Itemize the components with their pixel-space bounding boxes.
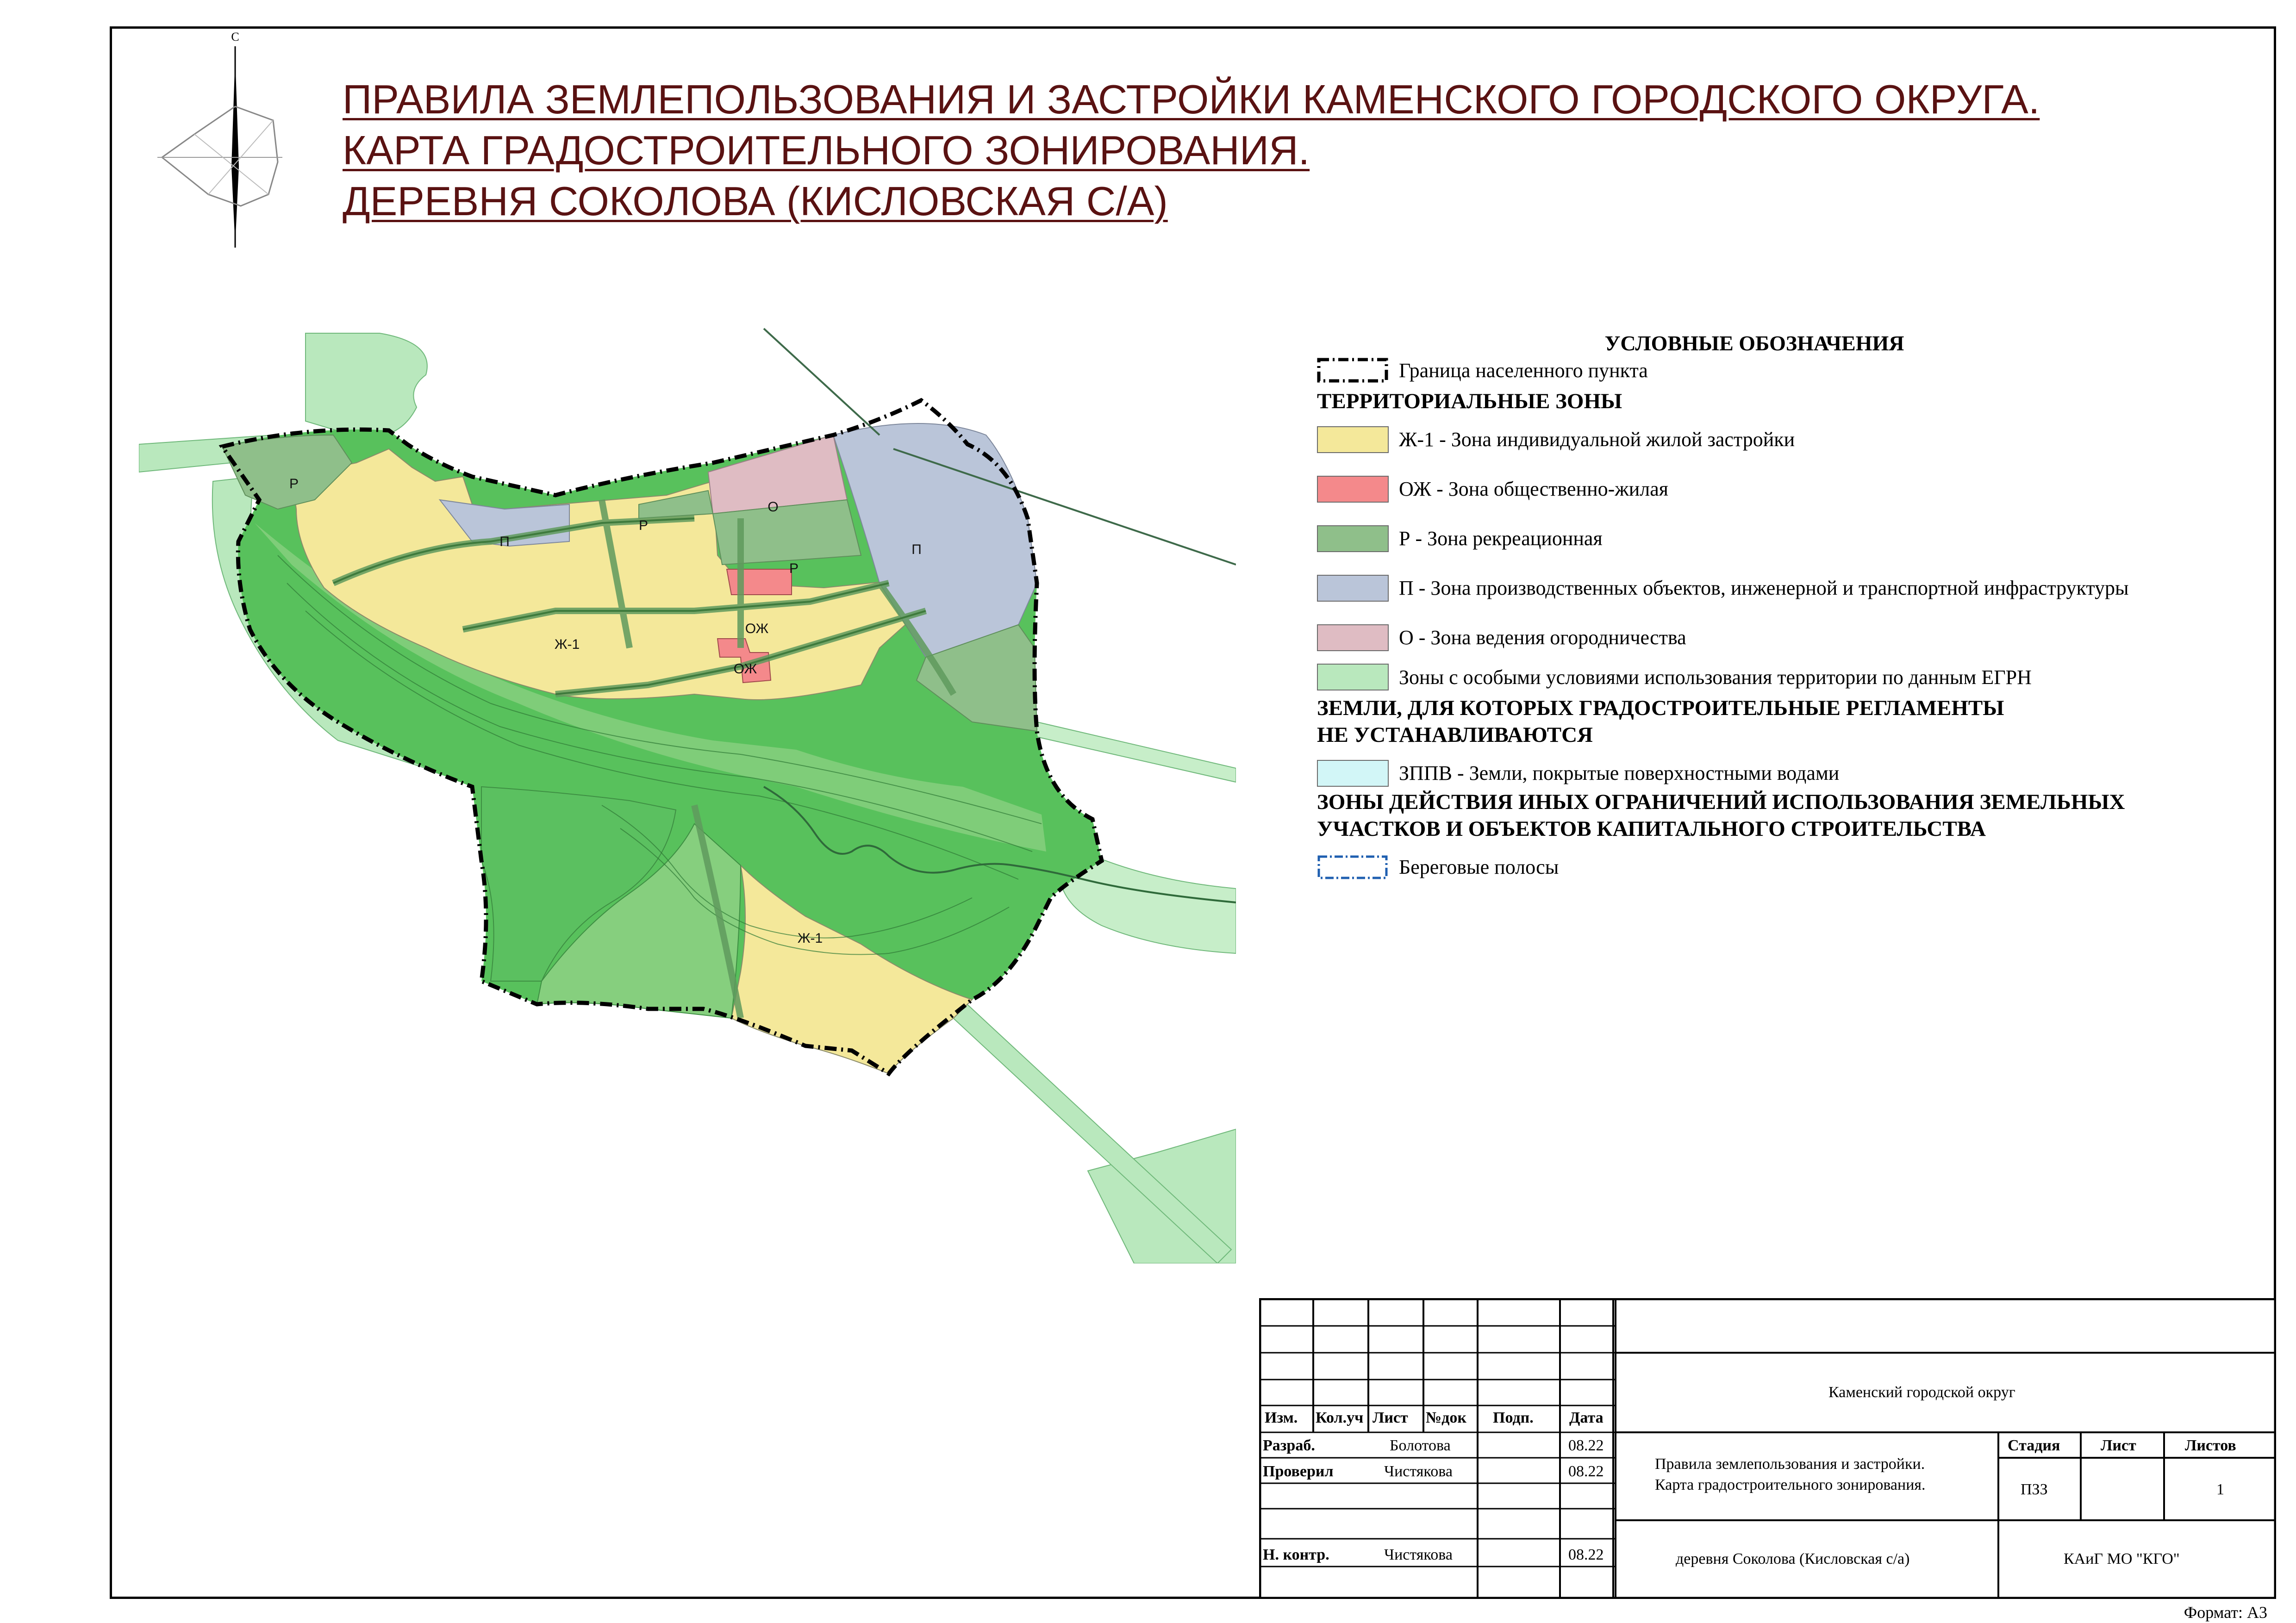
legend-water-label: ЗППВ - Земли, покрытые поверхностными водами [1399, 762, 1840, 784]
north-arrow-icon [125, 28, 292, 250]
hdr-sheet: Лист [2101, 1437, 2136, 1454]
zoning-map [139, 324, 1236, 1263]
swatch-o [1317, 624, 1389, 651]
legend-p-label: П - Зона производственных объектов, инженерной и транспортной инфраструктуры [1399, 577, 2129, 599]
name-razrab: Болотова [1390, 1437, 1451, 1454]
format-label: Формат: А3 [2184, 1603, 2267, 1622]
map-title [343, 74, 2040, 227]
legend-shore-label: Береговые полосы [1399, 856, 1559, 878]
name-proveril: Чистякова [1384, 1463, 1453, 1480]
sheets-value: 1 [2216, 1481, 2224, 1498]
legend-item-zh1 [1317, 415, 2243, 464]
company-name: КАиГ МО "КГО" [2064, 1550, 2180, 1567]
hdr-izm: Изм. [1265, 1409, 1298, 1426]
hdr-list: Лист [1373, 1409, 1408, 1426]
map-label-o: О [767, 499, 779, 515]
hdr-data: Дата [1569, 1409, 1603, 1426]
legend-item-shore [1317, 842, 2243, 892]
title-block [1259, 1298, 2276, 1599]
doc-line-2: Карта градостроительного зонирования. [1655, 1476, 1926, 1493]
org-name: Каменский городской округ [1828, 1384, 2015, 1401]
map-label-p-west: П [499, 534, 510, 549]
role-proveril: Проверил [1263, 1463, 1334, 1480]
date-razrab: 08.22 [1568, 1437, 1604, 1454]
swatch-r [1317, 525, 1389, 552]
doc-line-1: Правила землепользования и застройки. [1655, 1455, 1925, 1473]
legend-item-oz [1317, 464, 2243, 514]
north-label: С [231, 30, 239, 44]
map-label-r-center: Р [789, 561, 799, 576]
legend-zh1-label: Ж-1 - Зона индивидуальной жилой застройки [1399, 428, 1795, 451]
legend-oz-label: ОЖ - Зона общественно-жилая [1399, 478, 1668, 500]
map-label-p-east: П [911, 542, 922, 557]
date-proveril: 08.22 [1568, 1463, 1604, 1480]
legend-egrn-label: Зоны с особыми условиями использования территории по данным ЕГРН [1399, 665, 2032, 689]
hdr-ndok: №док [1426, 1409, 1466, 1426]
swatch-p [1317, 575, 1389, 602]
role-nkontr: Н. контр. [1263, 1546, 1329, 1563]
title-line-2: КАРТА ГРАДОСТРОИТЕЛЬНОГО ЗОНИРОВАНИЯ. [343, 127, 1310, 173]
other-line-1: ЗОНЫ ДЕЙСТВИЯ ИНЫХ ОГРАНИЧЕНИЙ ИСПОЛЬЗОВАНИЯ ЗЕМЕЛЬНЫХ [1317, 790, 2125, 814]
legend-section-other [1317, 789, 2220, 842]
title-line-3: ДЕРЕВНЯ СОКОЛОВА (КИСЛОВСКАЯ С/А) [343, 178, 1168, 224]
hdr-koluch: Кол.уч [1316, 1409, 1364, 1426]
shore-strip-swatch-icon [1317, 854, 1389, 881]
legend-section-zones: ТЕРРИТОРИАЛЬНЫЕ ЗОНЫ [1317, 389, 1622, 413]
legend-item-r [1317, 514, 2243, 563]
power-line-ne [764, 329, 880, 435]
legend-item-p [1317, 563, 2243, 613]
map-label-zh1-north: Ж-1 [554, 637, 580, 652]
legend-item-o [1317, 613, 2243, 662]
map-label-r-north: Р [638, 518, 649, 533]
hdr-stage: Стадия [2008, 1437, 2060, 1454]
date-nkontr: 08.22 [1568, 1546, 1604, 1563]
legend-border-label: Граница населенного пункта [1399, 359, 1648, 382]
legend-heading: УСЛОВНЫЕ ОБОЗНАЧЕНИЯ [1604, 331, 1904, 355]
title-line-1: ПРАВИЛА ЗЕМЛЕПОЛЬЗОВАНИЯ И ЗАСТРОЙКИ КАМЕНСКОГО ГОРОДСКОГО ОКРУГА. [343, 76, 2040, 122]
legend [1317, 331, 2243, 892]
legend-item-egrn [1317, 662, 2243, 692]
role-razrab: Разраб. [1263, 1437, 1315, 1454]
name-nkontr: Чистякова [1384, 1546, 1453, 1563]
swatch-zh1 [1317, 426, 1389, 453]
zone-oz-1 [727, 569, 792, 595]
road-corridor-east [1032, 722, 1236, 782]
stage-value: ПЗЗ [2021, 1481, 2048, 1498]
egrn-zone-north [306, 333, 427, 437]
place-name: деревня Соколова (Кисловская с/а) [1676, 1550, 1910, 1567]
legend-r-label: Р - Зона рекреационная [1399, 527, 1603, 550]
no-regs-line-1: ЗЕМЛИ, ДЛЯ КОТОРЫХ ГРАДОСТРОИТЕЛЬНЫЕ РЕГЛАМЕНТЫ [1317, 696, 2004, 720]
hdr-sheets: Листов [2185, 1437, 2236, 1454]
legend-section-no-regs [1317, 695, 2220, 748]
legend-item-border [1317, 355, 2243, 385]
no-regs-line-2: НЕ УСТАНАВЛИВАЮТСЯ [1317, 723, 1593, 747]
map-label-oz-2: ОЖ [733, 661, 757, 677]
swatch-oz [1317, 476, 1389, 503]
settlement-border-swatch-icon [1317, 357, 1389, 384]
swatch-egrn [1317, 664, 1389, 690]
map-label-r-west: Р [289, 476, 299, 491]
other-line-2: УЧАСТКОВ И ОБЪЕКТОВ КАПИТАЛЬНОГО СТРОИТЕЛЬСТВА [1317, 817, 1986, 841]
swatch-water [1317, 760, 1389, 787]
map-label-zh1-south: Ж-1 [797, 931, 823, 946]
legend-o-label: О - Зона ведения огородничества [1399, 626, 1686, 649]
map-label-oz-1: ОЖ [745, 621, 769, 636]
hdr-podp: Подп. [1493, 1409, 1534, 1426]
